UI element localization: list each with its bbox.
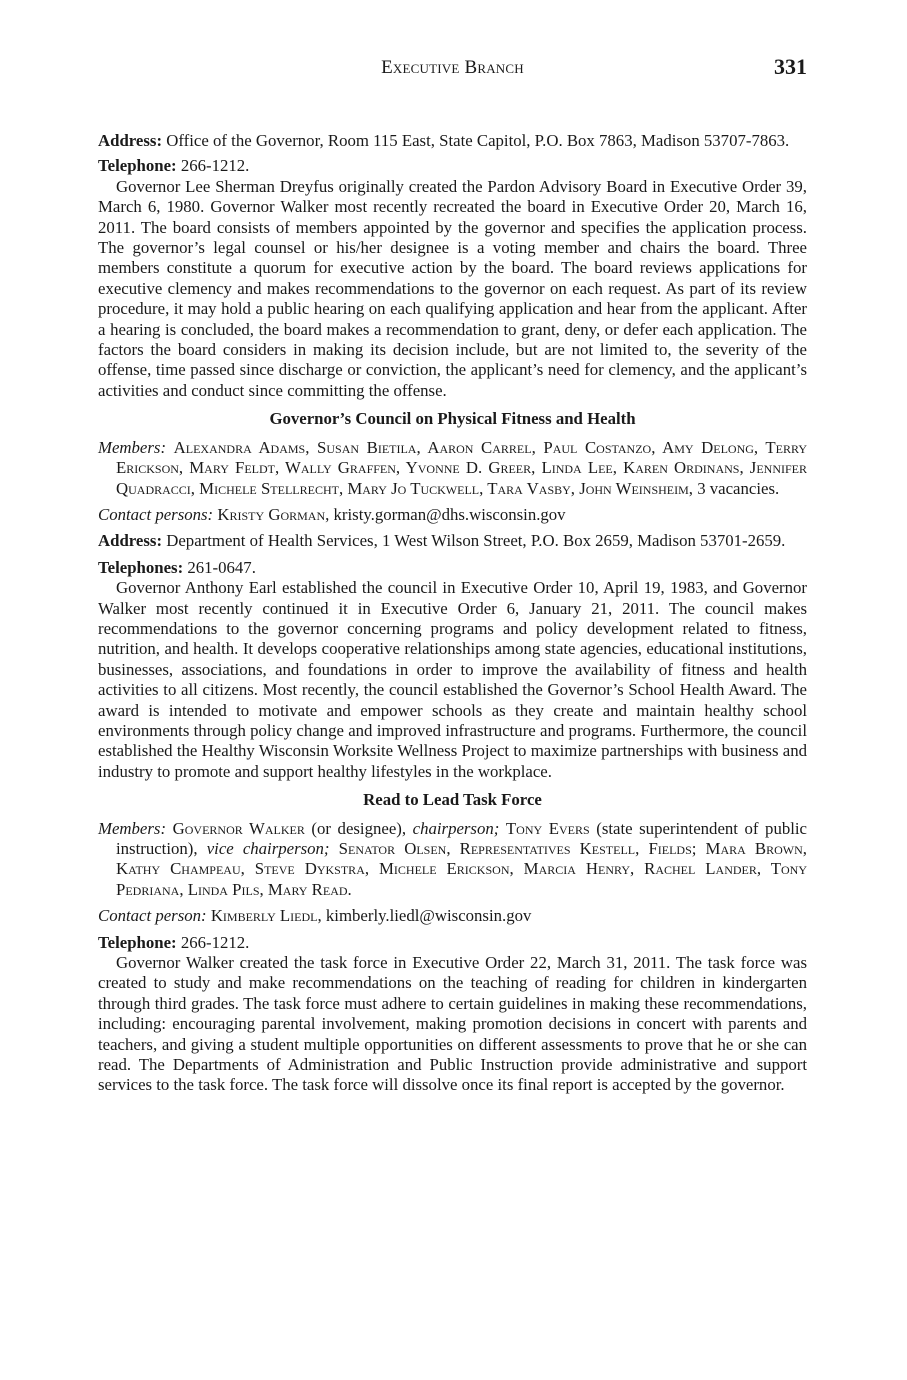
second-note: (state superintendent of public instruction),	[116, 818, 808, 858]
other-members: Senator Olsen, Representatives Kestell, Fields; Mara Brown, Kathy Champeau, Steve Dykstra, Michele Erickson, Marcia Henry, Rachel Lander, Tony Pedriana, Linda Pils, Mary Read.	[116, 839, 807, 899]
fitness-members	[98, 438, 807, 499]
page-header	[98, 52, 807, 86]
telephone-label: Telephone:	[98, 156, 177, 176]
vice-role: vice chairperson;	[206, 839, 330, 858]
page-content	[98, 131, 807, 1096]
fitness-paragraph: Governor Anthony Earl established the council in Executive Order 10, April 19, 1983, and Governor Walker most recently continued it in Executive Order 6, January 21, 2011. The council makes recommendations to the governor concerning programs and policy development related to fitness, nutrition, and health. It develops cooperative relationships among state agencies, educational institutions, businesses, associations, and foundations in order to improve the availability of fitness and health activities to all citizens. Most recently, the council established the Governor’s School Health Award. The award is intended to motivate and empower schools as they create and maintain healthy school environments through policy change and improved infrastructure and programs. Furthermore, the council established the Healthy Wisconsin Worksite Wellness Project to maximize partnerships with business and industry to promote and support healthy lifestyles in the workplace.	[98, 578, 807, 781]
chair-role: chairperson;	[412, 818, 500, 838]
intro-paragraph: Governor Lee Sherman Dreyfus originally created the Pardon Advisory Board in Executive Order 39, March 6, 1980. Governor Walker most recently recreated the board in Executive Order 20, March 16, 2011. The board consists of members appointed by the governor and specifies the application process. The governor’s legal counsel or his/her designee is a voting member and chairs the board. Three members constitute a quorum for executive action by the board. The board reviews applications for executive clemency and makes recommendations to the governor on each request. As part of its review procedure, it may hold a public hearing on each qualifying application and hear from the applicant. After a hearing is concluded, the board makes a recommendation to grant, deny, or defer each application. The factors the board considers in making its decision include, but are not limited to, the severity of the offense, time passed since discharge or conviction, the applicant’s need for clemency, and the applicant’s activities and conduct since committing the offense.	[98, 176, 807, 400]
task-force-members	[98, 819, 807, 901]
members-names: Alexandra Adams, Susan Bietila, Aaron Carrel, Paul Costanzo, Amy Delong, Terry Erickson, Mary Feldt, Wally Graffen, Yvonne D. Greer, Linda Lee, Karen Ordinans, Jennifer Quadracci, Michele Stellrecht, Mary Jo Tuckwell, Tara Vasby, John Weinsheim,	[116, 437, 807, 498]
second-name: Tony Evers	[505, 818, 590, 838]
telephone-text: 261-0647.	[187, 557, 256, 577]
address-label: Address:	[98, 531, 163, 551]
contact-name: Kristy Gorman,	[217, 504, 330, 524]
telephone-label: Telephones:	[98, 557, 184, 577]
page-number: 331	[774, 54, 807, 79]
contact-email: kristy.gorman@dhs.wisconsin.gov	[333, 504, 566, 524]
telephone-text: 266-1212.	[180, 932, 250, 952]
intro-telephone	[98, 156, 807, 176]
members-label: Members:	[98, 437, 167, 457]
telephone-label: Telephone:	[98, 932, 177, 952]
fitness-section-title: Governor’s Council on Physical Fitness and Health	[269, 409, 636, 429]
intro-address	[98, 131, 807, 151]
contact-name: Kimberly Liedl,	[210, 906, 322, 926]
contact-label: Contact person:	[98, 906, 207, 926]
contact-label: Contact persons:	[98, 504, 214, 524]
address-text: Office of the Governor, Room 115 East, State Capitol, P.O. Box 7863, Madison 53707-7863.	[166, 131, 790, 150]
task-force-contact	[98, 906, 807, 926]
fitness-address	[98, 531, 807, 551]
chair-name: Governor Walker	[172, 818, 305, 838]
fitness-telephone	[98, 558, 807, 578]
members-tail: 3 vacancies.	[697, 478, 780, 498]
task-force-paragraph: Governor Walker created the task force in Executive Order 22, March 31, 2011. The task force was created to study and make recommendations on the teaching of reading for children in kindergarten through third grades. The task force must adhere to certain guidelines in making these recommendations, including: encouraging parental involvement, making promotion decisions in concert with parents and teachers, and giving a student multiple opportunities on different assessments to prove that he or she can read. The Departments of Administration and Public Instruction provide administrative and support services to the task force. The task force will dissolve once its final report is accepted by the governor.	[98, 953, 807, 1095]
running-head: Executive Branch	[381, 57, 524, 78]
address-text: Department of Health Services, 1 West Wilson Street, P.O. Box 2659, Madison 53701-2659.	[166, 531, 786, 551]
document-page	[98, 52, 807, 1096]
fitness-contact	[98, 505, 807, 525]
telephone-text: 266-1212.	[180, 156, 250, 176]
members-label: Members:	[98, 818, 167, 838]
task-force-section-title: Read to Lead Task Force	[363, 790, 542, 810]
address-label: Address:	[98, 131, 163, 150]
chair-note: (or designee),	[311, 818, 407, 838]
task-force-telephone	[98, 933, 807, 953]
contact-email: kimberly.liedl@wisconsin.gov	[325, 906, 532, 926]
